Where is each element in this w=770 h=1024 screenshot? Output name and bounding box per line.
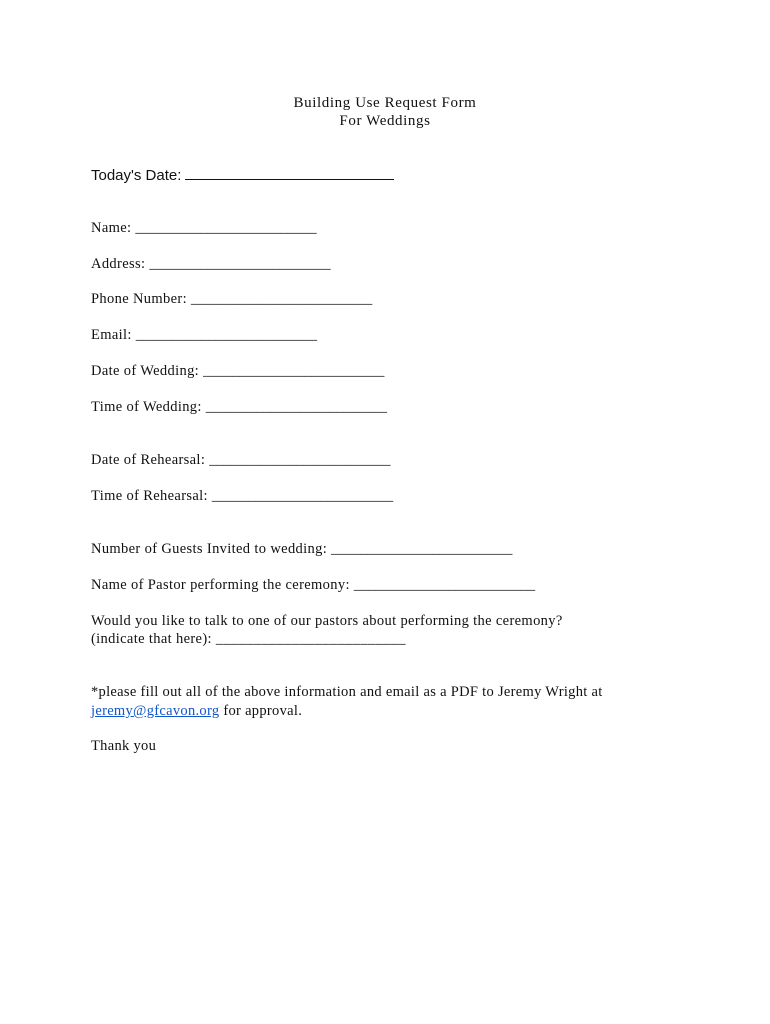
field-label: Date of Rehearsal:	[91, 452, 206, 468]
todays-date-underline[interactable]	[185, 164, 394, 180]
pastor-question-blank[interactable]: _________________________	[215, 631, 406, 647]
field-pastor-name	[91, 576, 535, 594]
submission-note	[91, 683, 603, 721]
field-time-of-rehearsal	[91, 487, 393, 505]
todays-date-label: Today's Date:	[91, 167, 182, 184]
submission-note-text: *please fill out all of the above information and email as a PDF to Jeremy Wright at	[91, 684, 603, 700]
field-label: Name:	[91, 220, 132, 236]
field-blank[interactable]: _________________________	[190, 291, 373, 307]
field-blank[interactable]: _________________________	[353, 577, 536, 593]
field-email	[91, 326, 317, 344]
field-date-of-rehearsal	[91, 451, 390, 469]
pastor-question-text: Would you like to talk to one of our pastors about performing the ceremony?	[91, 613, 563, 629]
field-number-of-guests	[91, 540, 512, 558]
field-label: Number of Guests Invited to wedding:	[91, 541, 328, 557]
closing-text: Thank you	[91, 738, 157, 754]
field-blank[interactable]: _________________________	[149, 256, 331, 272]
field-blank[interactable]: _________________________	[135, 327, 318, 343]
email-link[interactable]: jeremy@gfcavon.org	[91, 703, 220, 719]
field-label: Name of Pastor performing the ceremony:	[91, 577, 350, 593]
form-title-block	[0, 94, 770, 130]
field-time-of-wedding	[91, 398, 387, 416]
field-label: Time of Wedding:	[91, 399, 202, 415]
todays-date-line	[91, 164, 394, 186]
field-blank[interactable]: _________________________	[205, 399, 388, 415]
form-title: Building Use Request Form	[293, 95, 477, 111]
pastor-question	[91, 612, 563, 648]
field-blank[interactable]: _________________________	[331, 541, 513, 557]
field-date-of-wedding	[91, 362, 384, 380]
field-blank[interactable]: _________________________	[211, 488, 394, 504]
field-blank[interactable]: _________________________	[203, 363, 385, 379]
pastor-question-answer-line	[91, 630, 563, 648]
field-name	[91, 219, 317, 237]
field-label: Time of Rehearsal:	[91, 488, 208, 504]
field-label: Phone Number:	[91, 291, 187, 307]
submission-note-suffix: for approval.	[223, 703, 303, 719]
field-phone-number	[91, 290, 372, 308]
field-blank[interactable]: _________________________	[135, 220, 317, 236]
pastor-question-label: (indicate that here):	[91, 631, 212, 647]
field-address	[91, 255, 331, 273]
submission-note-line2	[91, 702, 603, 721]
form-subtitle: For Weddings	[339, 113, 431, 129]
field-blank[interactable]: _________________________	[209, 452, 391, 468]
field-label: Address:	[91, 256, 146, 272]
field-label: Email:	[91, 327, 132, 343]
field-label: Date of Wedding:	[91, 363, 200, 379]
